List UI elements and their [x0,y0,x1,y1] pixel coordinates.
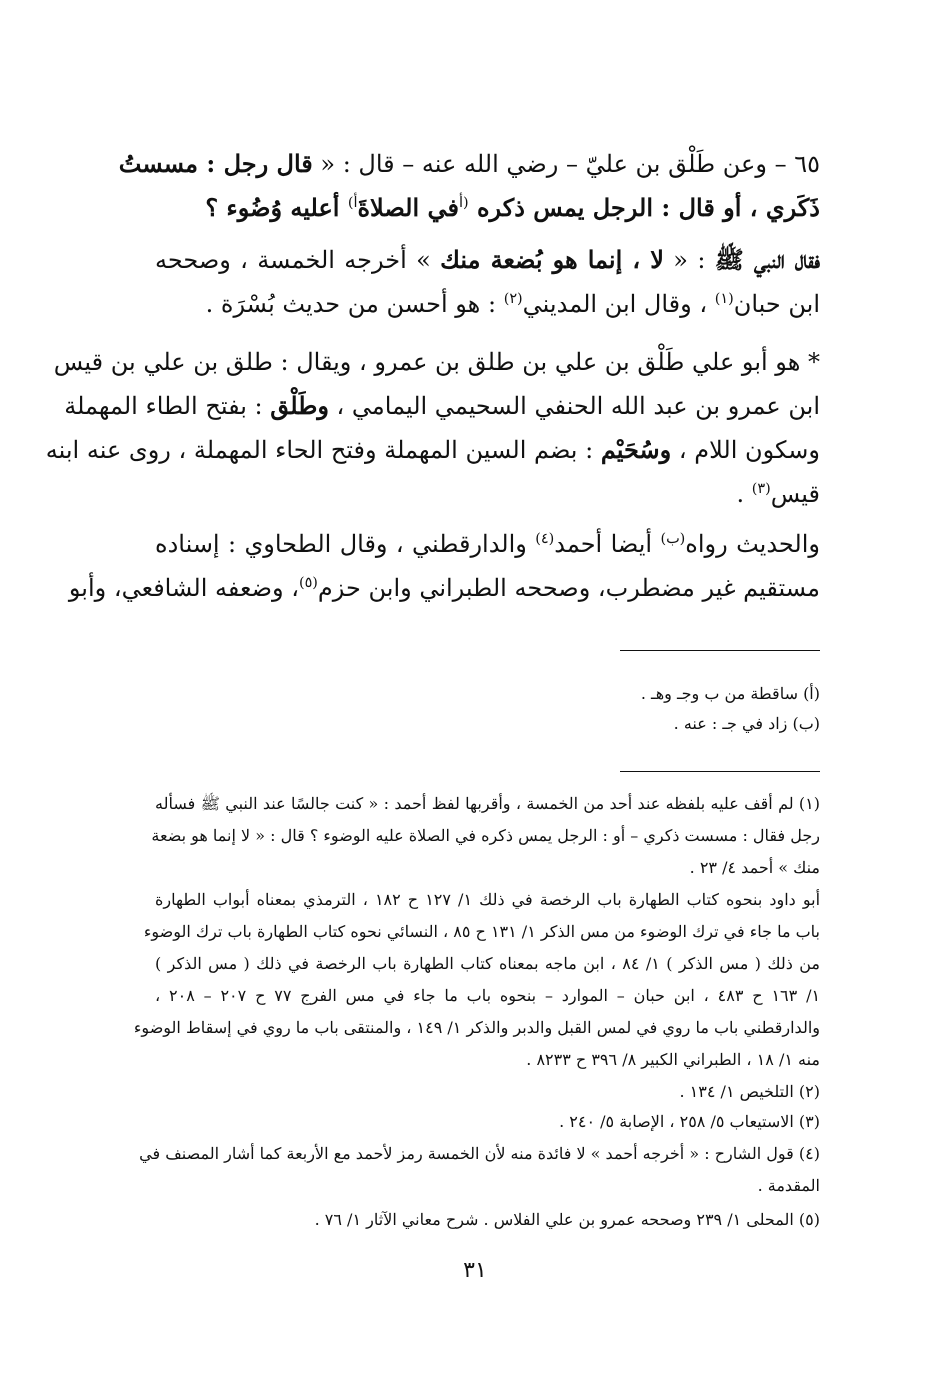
hadith-quote-end: أعليه وُضُوء ؟ [205,193,348,222]
text-run: والحديث رواه [685,530,820,558]
text-run: رجل فقال : مسست ذكري – أو : الرجل يمس ذكره في الصلاة عليه الوضوء ؟ قال : « لا إنما هو بضعة [151,826,820,845]
page-number: ٣١ [463,1258,487,1283]
text-run: مستقيم غير مضطرب، وصححه الطبراني وابن حزم [317,574,820,602]
footnote-marker: (١) [714,291,734,307]
name-term: وسُحَيْم [600,435,672,464]
footnote-marker: (٢) [503,291,523,307]
footnote-1b-line [155,982,820,1010]
text-run: : بضم السين المهملة وفتح الحاء المهملة ، روى عنه ابنه [45,436,601,464]
footnote-1-line [155,854,820,882]
footnote-1b-line [155,950,820,978]
hadith-line-3 [155,238,820,282]
footnote-4-line [155,1172,820,1200]
text-run: (٥) المحلى ١/ ٢٣٩ وصححه عمرو بن علي الفلاس . شرح معاني الآثار ١/ ٧٦ . [314,1210,820,1229]
text-run: ابن حبان [733,290,820,318]
footnote-marker: (٣) [751,481,771,497]
takhrij-text: » أخرجه الخمسة ، وصححه [155,246,441,274]
text-run: منه ١/ ١٨ ، الطبراني الكبير ٨/ ٣٩٦ ح ٨٢٣٣ . [526,1050,820,1069]
biography-line-3 [45,428,820,472]
footnotes-separator [620,771,820,772]
hadith-quote-variant: في الصلاةَ [357,193,459,222]
variant-marker: (ب) [660,531,686,547]
footnote-1-line [151,822,820,850]
prophet-reply: لا ، إنما هو بُضعة منك [440,245,664,274]
text-run: ابن عمرو بن عبد الله الحنفي السحيمي اليمامي ، [328,392,820,420]
text-run: : بفتح الطاء المهملة [64,392,271,420]
text-run: : هو أحسن من حديث بُسْرَة . [205,290,504,318]
text-run: (١) لم أقف عليه بلفظه عند أحد من الخمسة ، وأقربها لفظ أحمد : « كنت جالسًا عند النبي ﷺ فسأله [155,794,820,813]
hadith-quote-part: ذَكَري ، أو قال : الرجل يمس ذكره [468,193,820,222]
footnote-1b-line [133,1014,820,1042]
text-run: ، وقال ابن المديني [522,290,715,318]
text-run: (ب) زاد في جـ : عنه . [673,714,820,733]
footnote-4-line [139,1140,820,1168]
text-run: ١/ ١٦٣ ح ٤٨٣ ، ابن حبان – الموارد – بنحوه باب ما جاء في مس الفرج ٧٧ ح ٢٠٧ – ٢٠٨ ، [155,986,821,1005]
variant-notes-separator [620,650,820,651]
text-run: (٢) التلخيص ١/ ١٣٤ . [679,1082,820,1101]
text-run: من ذلك ( مس الذكر ) ١/ ٨٤ ، ابن ماجه بمعناه كتاب الطهارة باب الرخصة في ذلك ( مس الذكر ) [155,954,820,973]
text-run: * هو أبو علي طَلْق بن علي بن طلق بن عمرو ، ويقال : طلق بن علي بن قيس [53,348,820,376]
biography-line-4 [155,472,820,516]
commentary-line-2 [68,566,820,610]
text-run: (أ) ساقطة من ب وجـ وهـ . [640,684,820,703]
hadith-line-4 [155,282,820,326]
footnote-5 [155,1206,820,1234]
commentary-line-1 [155,522,820,566]
text-run: باب ما جاء في ترك الوضوء من مس الذكر ١/ ١٣١ ح ٨٥ ، النسائي نحوه كتاب الطهارة باب ترك الوضوء [143,922,820,941]
text-run: والدارقطني باب ما روي في لمس القبل والدبر والذكر ١/ ١٤٩ ، والمنتقى باب ما روي في إسقاط الوضوء [133,1018,820,1037]
hadith-line-1 [118,142,820,186]
footnote-1-line [155,790,820,818]
footnote-1b-line [143,918,820,946]
hadith-line-2 [155,186,820,230]
text-run: والدارقطني ، وقال الطحاوي : إسناده [155,530,536,558]
text-run: وسكون اللام ، [671,436,820,464]
footnote-1b-line [155,886,820,914]
text-run: (٣) الاستيعاب ٥/ ٢٥٨ ، الإصابة ٥/ ٢٤٠ . [559,1112,820,1131]
name-term: وطَلْق [270,391,329,420]
biography-line-1 [53,340,820,384]
variant-marker: (أ [458,195,469,211]
text-run: أبو داود بنحوه كتاب الطهارة باب الرخصة في ذلك ١/ ١٢٧ ح ١٨٢ ، الترمذي بمعناه أبواب الطهارة [155,890,821,909]
text-run: منك » أحمد ٤/ ٢٣ . [689,858,820,877]
hadith-quote-start: قال رجل : مسستُ [118,149,313,178]
variant-note [155,680,820,708]
variant-note [155,710,820,738]
variant-marker: أ) [347,195,358,211]
footnote-marker: (٥) [298,575,318,591]
footnote-2 [155,1078,820,1106]
footnote-marker: (٤) [535,531,555,547]
biography-line-2 [64,384,820,428]
text-run: قيس [770,480,820,508]
text-run: ، وضعفه الشافعي، وأبو [68,574,299,602]
footnote-1b-line [155,1046,820,1074]
footnote-3 [155,1108,820,1136]
hadith-intro: ٦٥ – وعن طَلْق بن عليّ – رضي الله عنه – قال : « [312,150,820,178]
text-run: (٤) قول الشارح : « أخرجه أحمد » لا فائدة منه لأن الخمسة رمز لأحمد مع الأربعة كما أشار المصنف في [139,1144,820,1163]
text-run: أيضا أحمد [554,530,661,558]
text-run: . [736,480,752,508]
quote-mark: : « [663,246,715,274]
text-run: المقدمة . [757,1176,820,1195]
prophet-reply-intro: فقال النبي ﷺ [714,245,821,274]
